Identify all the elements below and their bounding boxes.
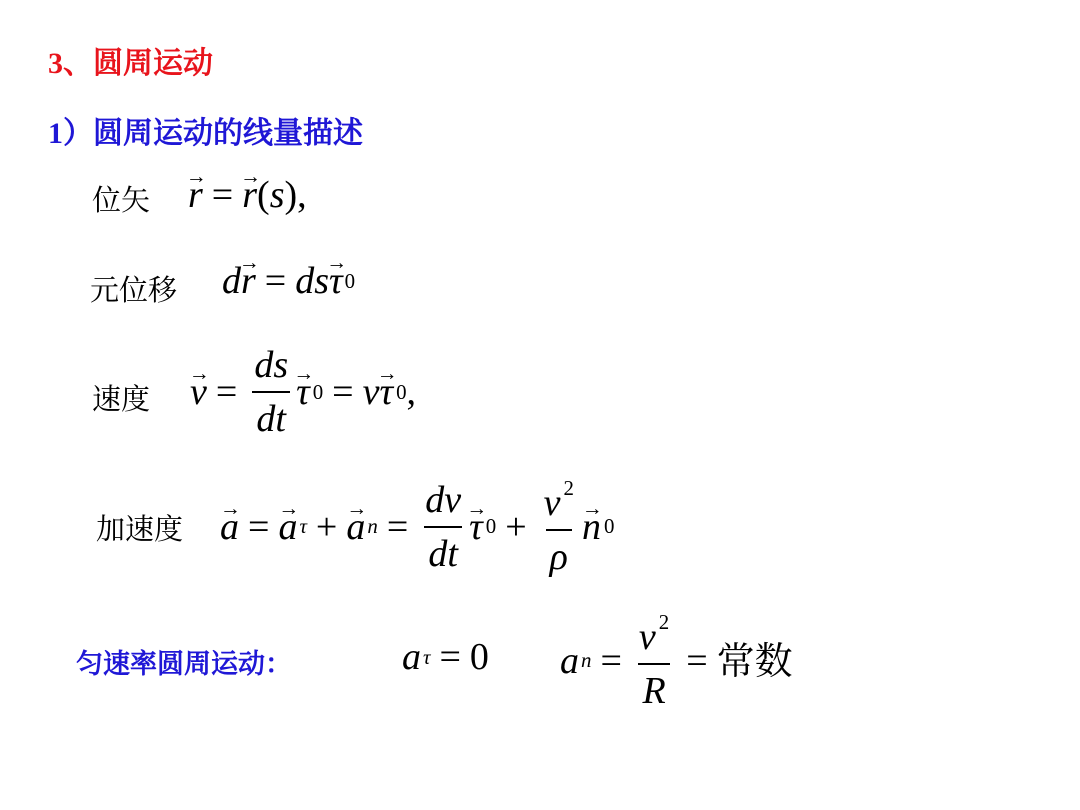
a-scalar: a: [402, 636, 421, 678]
s-variable: s: [269, 174, 285, 216]
comma: ,: [406, 371, 417, 413]
velocity-equation: [190, 346, 416, 438]
constant-word: 常数: [716, 638, 793, 683]
velocity-label: 速度: [92, 382, 151, 416]
fraction-denominator: dt: [252, 391, 290, 438]
n-subscript: n: [581, 648, 592, 673]
tau-subscript: τ: [299, 514, 307, 539]
fraction-numerator: dv: [425, 478, 462, 521]
tau-vector: → τ: [329, 262, 343, 300]
section-title: 、圆周运动: [63, 46, 213, 81]
zero-value: 0: [469, 636, 489, 678]
left-paren: (: [257, 174, 270, 216]
a-vector: → a: [278, 508, 297, 546]
displacement-label: 元位移: [90, 273, 178, 307]
equals-sign: =: [439, 636, 461, 678]
r-vector: → r: [242, 176, 257, 214]
comma: ,: [297, 174, 307, 216]
equals-sign: =: [686, 639, 708, 682]
r-vector: → r: [188, 176, 203, 214]
n-subscript: n: [367, 514, 378, 539]
v2-rho-fraction: [540, 478, 578, 576]
n-vector: → n: [582, 508, 601, 546]
exponent: 2: [563, 476, 574, 500]
tangential-zero-equation: [402, 638, 489, 676]
tau-vector: → τ: [469, 508, 483, 546]
section-heading: [48, 38, 213, 82]
equals-sign: =: [215, 371, 238, 413]
equals-sign: =: [211, 174, 234, 216]
d-operator: d: [222, 260, 241, 302]
ds-term: ds: [295, 260, 330, 302]
fraction-denominator: R: [638, 663, 669, 710]
position-equation: [188, 176, 307, 214]
section-number: 3: [48, 47, 63, 80]
tau-vector: → τ: [379, 373, 393, 411]
equals-sign: =: [248, 505, 270, 548]
subsection-title: ）圆周运动的线量描述: [63, 116, 363, 151]
tau-superscript: 0: [396, 379, 407, 404]
acceleration-label: 加速度: [96, 512, 184, 546]
uniform-motion-label: 匀速率圆周运动：: [76, 649, 292, 680]
plus-sign: +: [315, 505, 338, 548]
a-vector: → a: [220, 508, 239, 546]
equals-sign: =: [386, 505, 409, 548]
equals-sign: =: [264, 260, 287, 302]
position-label: 位矢: [92, 183, 151, 217]
tau-subscript: τ: [423, 644, 431, 669]
a-scalar: a: [560, 639, 579, 682]
fraction-denominator: ρ: [546, 529, 572, 576]
equals-sign: =: [600, 639, 622, 682]
subsection-number: 1: [48, 117, 63, 150]
right-paren: ): [284, 174, 298, 216]
plus-sign: +: [505, 505, 527, 548]
v2-R-fraction: [635, 612, 673, 710]
subsection-heading: [48, 108, 363, 152]
fraction-numerator: [635, 612, 673, 663]
r-vector: → r: [241, 262, 256, 300]
v-scalar: v: [638, 615, 656, 658]
a-vector: → a: [346, 508, 365, 546]
tau-superscript: 0: [485, 514, 497, 539]
fraction-denominator: dt: [424, 526, 462, 573]
n-superscript: 0: [603, 514, 615, 539]
dv-dt-fraction: [421, 478, 465, 575]
v-scalar: v: [543, 481, 561, 524]
normal-acceleration-equation: [560, 612, 793, 710]
equals-sign: =: [332, 371, 354, 413]
tau-vector: → τ: [296, 373, 310, 411]
acceleration-equation: [220, 478, 614, 576]
exponent: 2: [658, 610, 670, 634]
tau-superscript: 0: [312, 379, 324, 404]
fraction-numerator: ds: [254, 344, 289, 386]
v-scalar: v: [362, 371, 380, 413]
displacement-equation: [222, 262, 355, 300]
fraction-numerator: [540, 478, 578, 529]
tau-subscript: 0: [344, 268, 356, 293]
ds-dt-fraction: [250, 346, 292, 438]
v-vector: → v: [190, 373, 207, 411]
